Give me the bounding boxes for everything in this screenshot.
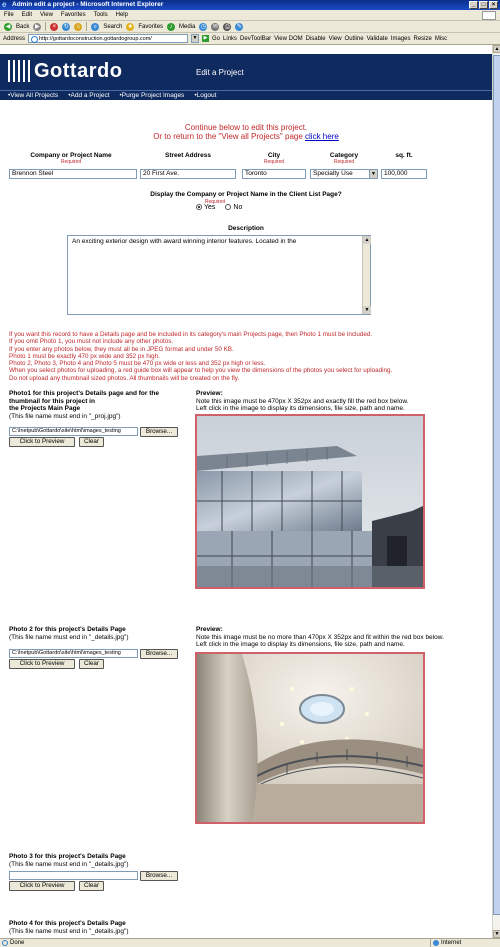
window-title: Admin edit a project - Microsoft Internet Explorer — [12, 1, 164, 8]
toolbar-extra-misc[interactable]: Misc — [434, 35, 448, 42]
photo4-title: Photo 4 for this project's Details Page (This file name must end in "_details.jpg") — [9, 920, 189, 935]
description-text: An exciting exterior design with award winning interior features. Located in the — [72, 238, 297, 245]
photo3-filename-note: (This file name must end in "_details.jpg") — [9, 860, 129, 868]
windows-logo-icon — [482, 11, 496, 20]
toolbar-extra-images[interactable]: Images — [390, 35, 411, 42]
toolbar-separator — [45, 22, 46, 31]
stop-icon[interactable]: × — [50, 23, 58, 31]
photo3-clear-button[interactable]: Clear — [79, 881, 104, 891]
scroll-up-icon[interactable]: ▲ — [364, 237, 370, 243]
toolbar-extra-validate[interactable]: Validate — [366, 35, 388, 42]
logo-text: Gottardo — [34, 59, 123, 82]
address-input[interactable]: http://gottardoconstruction.gottardogroup.com/ — [28, 34, 188, 43]
page-content — [0, 45, 500, 938]
menu-help[interactable]: Help — [115, 12, 128, 18]
instruction-line: When you select photos for uploading, a red guide box will appear to help you view the dimensions of the photos you select for uploading. — [9, 367, 393, 375]
address-bar — [0, 33, 500, 45]
required-marker: Required — [204, 199, 226, 205]
search-button[interactable]: Search — [103, 23, 123, 30]
favorites-button[interactable]: Favorites — [138, 23, 164, 30]
intro-message — [0, 123, 492, 141]
nav-purge-images[interactable]: •Purge Project Images — [119, 92, 185, 99]
toolbar-extra-view[interactable]: View — [328, 35, 342, 42]
photo1-browse-button[interactable]: Browse... — [140, 427, 178, 437]
address-label: Address — [3, 35, 26, 42]
category-value: Specialty Use — [313, 170, 353, 177]
chevron-down-icon: ▼ — [369, 170, 377, 178]
ie-icon: e — [2, 0, 7, 9]
status-text: Done — [10, 940, 25, 946]
toolbar-extra-outline[interactable]: Outline — [344, 35, 364, 42]
address-dropdown-icon[interactable]: ▼ — [192, 35, 198, 41]
instruction-line: If you want this record to have a Details page and be included in its category's main Projects page, then Photo 1 must be included. — [9, 331, 373, 338]
description-textarea[interactable] — [67, 235, 371, 315]
instruction-line: Photo 1 must be exactly 470 px wide and 352 px high. — [9, 352, 160, 360]
standard-toolbar — [0, 21, 500, 33]
photo3-title: Photo 3 for this project's Details Page (This file name must end in "_details.jpg") — [9, 853, 189, 868]
print-icon[interactable]: ⎙ — [224, 23, 230, 30]
description-label: Description — [228, 225, 264, 232]
photo-instructions — [9, 331, 489, 382]
logo-stripes-icon — [8, 60, 30, 82]
radio-yes[interactable]: Yes — [196, 204, 215, 211]
scroll-down-icon[interactable]: ▼ — [494, 931, 500, 937]
minimize-button[interactable]: _ — [469, 1, 478, 9]
scrollbar-thumb[interactable] — [493, 55, 500, 915]
photo1-file-input[interactable]: C:\Inetpub\Gottardo\site\html\images_testing — [9, 427, 138, 436]
radio-no[interactable]: No — [225, 204, 242, 211]
display-name-radio-group — [196, 204, 242, 211]
photo3-file-input[interactable] — [9, 871, 138, 880]
favorites-star-icon[interactable]: ★ — [127, 23, 134, 30]
toolbar-extra-view-dom[interactable]: View DOM — [274, 35, 303, 42]
radio-empty-icon — [225, 204, 231, 210]
history-icon[interactable]: ◷ — [200, 23, 207, 30]
security-zone: Internet — [430, 939, 500, 947]
street-address-input[interactable]: 20 First Ave. — [140, 169, 236, 179]
status-bar — [0, 938, 500, 947]
radio-selected-icon — [196, 204, 202, 210]
maximize-button[interactable]: □ — [479, 1, 488, 9]
edit-icon[interactable]: ✎ — [236, 23, 242, 30]
interior-atrium-photo — [197, 654, 423, 822]
column-category: Category Required — [310, 152, 378, 165]
window-titlebar — [0, 0, 500, 10]
toolbar-extra-disable[interactable]: Disable — [305, 35, 326, 42]
search-icon[interactable]: ⌕ — [91, 23, 99, 31]
admin-nav — [0, 90, 492, 100]
menu-view[interactable]: View — [40, 12, 53, 18]
forward-arrow-icon[interactable]: ▶ — [35, 23, 40, 30]
photo3-preview-button[interactable]: Click to Preview — [9, 881, 75, 891]
nav-logout[interactable]: •Logout — [194, 92, 217, 99]
required-marker: Required — [333, 159, 355, 165]
refresh-icon[interactable]: ↻ — [63, 23, 69, 30]
instruction-line: If you enter any photos below, they must all be in JPEG format and under 50 KB. — [9, 345, 234, 353]
menu-favorites[interactable]: Favorites — [60, 12, 86, 18]
photo2-title: Photo 2 for this project's Details Page (This file name must end in "_details.jpg") — [9, 626, 189, 641]
toolbar-extra-resize[interactable]: Resize — [413, 35, 432, 42]
back-arrow-icon[interactable]: ◀ — [5, 23, 11, 30]
page-done-icon — [2, 940, 8, 946]
photo2-file-input[interactable]: C:\Inetpub\Gottardo\site\html\images_testing — [9, 649, 138, 658]
city-input[interactable]: Toronto — [242, 169, 306, 179]
return-link[interactable]: click here — [305, 132, 339, 141]
back-button[interactable]: Back — [16, 23, 30, 30]
menu-bar — [0, 10, 500, 21]
column-street: Street Address — [165, 152, 211, 159]
gottardo-logo — [8, 59, 122, 83]
instruction-line: Do not upload any thumbnail sized photos. All thumbnails will be created on the fly. — [9, 374, 240, 382]
column-company: Company or Project Name Required — [12, 152, 130, 165]
mail-icon[interactable]: ✉ — [212, 23, 218, 30]
sqft-input[interactable]: 100,000 — [381, 169, 427, 179]
page-scrollbar[interactable] — [492, 45, 500, 938]
photo1-title: Photo1 for this project's Details page and for the thumbnail for this project in the Projects Main Page (This file name must end in "_proj.jpg") — [9, 390, 189, 420]
go-button[interactable]: Go — [212, 35, 221, 42]
toolbar-extra-devtoolbar[interactable]: DevToolBar — [240, 35, 272, 42]
media-button[interactable]: Media — [179, 23, 196, 30]
menu-edit[interactable]: Edit — [21, 12, 33, 18]
instruction-line: Photo 2, Photo 3, Photo 4 and Photo 5 must be 470 px wide or less and 352 px high or less. — [9, 360, 266, 368]
links-button[interactable]: Links — [223, 35, 238, 42]
required-marker: Required — [60, 159, 82, 165]
textarea-scrollbar[interactable] — [362, 236, 370, 314]
photo2-filename-note: (This file name must end in "_details.jpg") — [9, 633, 129, 641]
site-header — [0, 54, 492, 90]
instruction-line: If you omit Photo 1, you must not include any other photos. — [9, 338, 174, 346]
close-button[interactable]: × — [489, 1, 498, 9]
intro-line-1: Continue below to edit this project. — [184, 123, 308, 132]
media-icon[interactable]: ♪ — [167, 23, 175, 31]
column-city: City Required — [242, 152, 306, 165]
photo2-clear-button[interactable]: Clear — [79, 659, 104, 669]
toolbar-separator — [86, 22, 87, 31]
scroll-down-icon[interactable]: ▼ — [364, 307, 370, 313]
menu-file[interactable]: File — [4, 12, 14, 18]
page-title: Edit a Project — [196, 68, 244, 77]
scroll-up-icon[interactable]: ▲ — [494, 46, 500, 52]
photo2-browse-button[interactable]: Browse... — [140, 649, 178, 659]
nav-view-all-projects[interactable]: •View All Projects — [8, 92, 59, 99]
photo1-preview-header: Preview: Note this image must be 470px X 352px and exactly fill the red box below. Left click in the image to display its dimensions, file size, path and name. — [196, 390, 409, 412]
home-icon[interactable]: ⌂ — [74, 23, 82, 31]
required-marker: Required — [263, 159, 285, 165]
photo3-browse-button[interactable]: Browse... — [140, 871, 178, 881]
photo1-filename-note: (This file name must end in "_proj.jpg") — [9, 412, 121, 420]
go-arrow-icon[interactable]: ▶ — [203, 35, 208, 41]
photo4-filename-note: (This file name must end in "_details.jpg") — [9, 927, 129, 935]
photo1-preview-image[interactable] — [195, 414, 425, 589]
photo1-preview-button[interactable]: Click to Preview — [9, 437, 75, 447]
category-select[interactable] — [310, 169, 378, 179]
intro-line-2: Or to return to the "View all Projects" page click here — [153, 132, 339, 141]
display-name-question: Display the Company or Project Name in the Client List Page? — [150, 191, 342, 198]
menu-tools[interactable]: Tools — [93, 12, 108, 18]
photo2-preview-button[interactable]: Click to Preview — [9, 659, 75, 669]
nav-add-project[interactable]: •Add a Project — [68, 92, 110, 99]
company-name-input[interactable]: Brennon Steel — [9, 169, 137, 179]
photo1-clear-button[interactable]: Clear — [79, 437, 104, 447]
column-sqft: sq. ft. — [395, 152, 413, 159]
building-photo-1 — [197, 416, 423, 587]
photo2-preview-header: Preview: Note this image must be no more than 470px X 352px and fit within the red box below. Left click in the image to display its dimensions, file size, path and name. — [196, 626, 444, 648]
photo2-preview-image[interactable] — [195, 652, 425, 824]
